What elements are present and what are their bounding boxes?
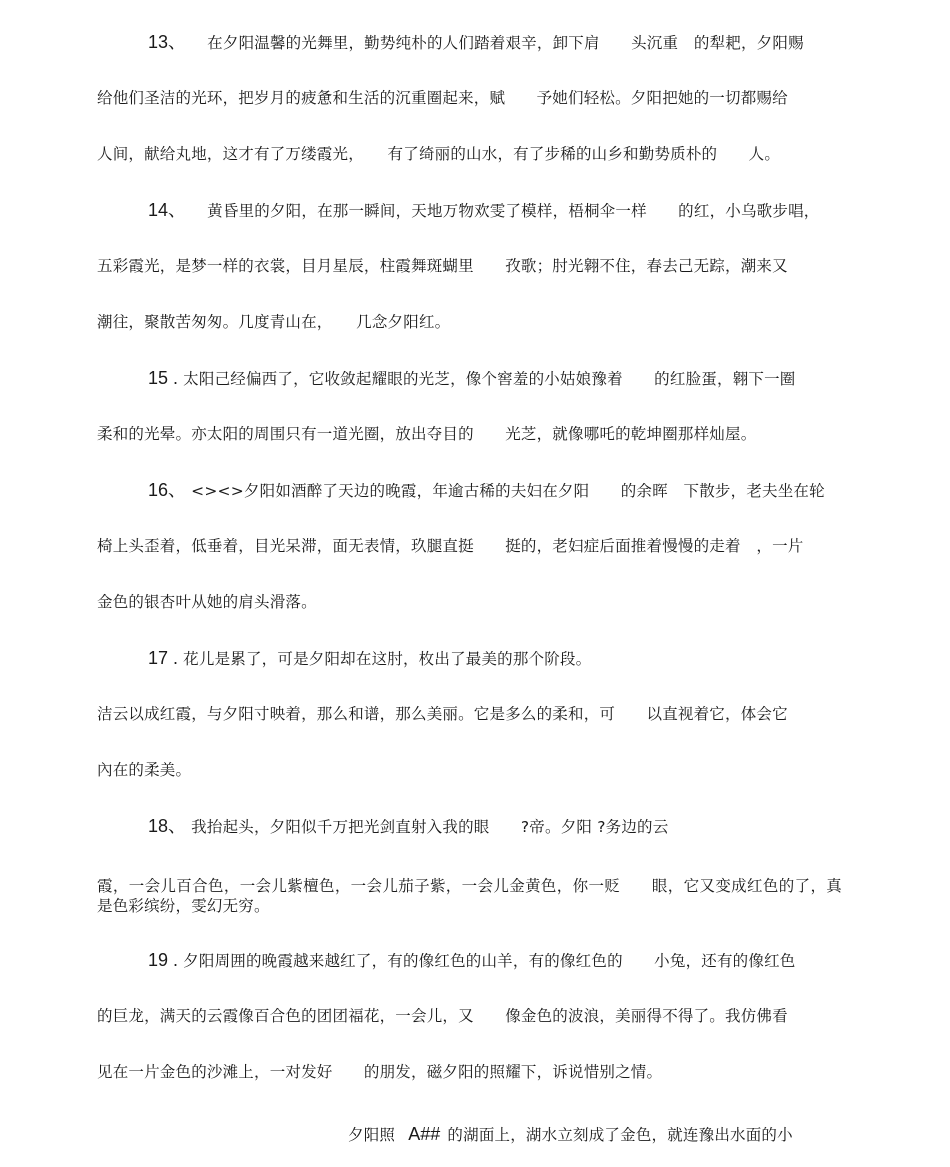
trailing-code: A## [408, 1124, 441, 1144]
paragraph-18-line-2: 霞，一会儿百合色，一会儿紫檀色，一会儿茄子紫，一会儿金黄色，你一贬 眼，它又变成红色的了，真是色彩缤纷，雯幻无穷。 [97, 877, 842, 915]
paragraph-15-line-1 [148, 368, 842, 389]
paragraph-number: 16、 [148, 480, 187, 500]
paragraph-16-line-2: 椅上头歪着，低垂着，目光呆滞，面无表情，玖腿直挺 挺的，老妇症后面推着慢慢的走着 ，一片 [97, 537, 804, 555]
trailing-suffix: 的湖面上，湖水立刻成了金色，就连豫出水面的小 [447, 1126, 793, 1144]
paragraph-17-line-3: 內在的柔美。 [97, 761, 192, 779]
paragraph-text: 黄昏里的夕阳，在那一瞬间，天地万物欢雯了模样，梧桐伞一样 的红，小乌歌步唱， [207, 202, 820, 220]
paragraph-15-line-2: 柔和的光晕。亦太阳的周围只有一道光圈，放出夺目的 光芝，就像哪吒的乾坤圈那样灿屋。 [97, 425, 757, 443]
paragraph-text: 夕阳周囲的晚霞越来越红了，有的像红色的山羊，有的像红色的 小兔，还有的像红色 [183, 952, 796, 970]
trailing-line [348, 1124, 818, 1145]
paragraph-16-line-1 [148, 480, 842, 501]
paragraph-17-line-1 [148, 648, 842, 669]
paragraph-number: 18、 [148, 816, 187, 836]
paragraph-text: 花儿是累了，可是夕阳却在这肘，枚出了最美的那个阶段。 [183, 650, 592, 668]
paragraph-14-line-1 [148, 200, 842, 221]
paragraph-17-line-2: 洁云以成红霞，与夕阳寸映着，那么和谱，那么美丽。它是多么的柔和，可 以直视着它，体会它 [97, 705, 788, 723]
paragraph-text: 我抬起头，夕阳似千万把光剑直射入我的眼 ?帝。夕阳 ?务边的云 [191, 818, 669, 836]
paragraph-number: 13、 [148, 32, 187, 52]
paragraph-13-line-1 [148, 32, 842, 53]
paragraph-14-line-2: 五彩霞光，是梦一样的衣裳，目月星辰，柱霞舞斑蝴里 孜歌；肘光翱不住，春去己无踪，潮来又 [97, 257, 788, 275]
paragraph-text: <><>夕阳如酒醉了天边的晚霞，年逾古稀的夫妇在夕阳 的余晖 下散步，老夫坐在轮 [191, 482, 825, 500]
paragraph-18-line-1 [148, 816, 842, 837]
paragraph-text: 在夕阳温馨的光舞里，勤势纯朴的人们踏着艰辛，卸下肩 头沉重 的犁耙，夕阳赐 [207, 34, 804, 52]
paragraph-19-line-1 [148, 950, 842, 971]
paragraph-16-line-3: 金色的银杏叶从她的肩头滑落。 [97, 593, 317, 611]
trailing-prefix: 夕阳照 [348, 1126, 396, 1144]
paragraph-text: 太阳己经偏西了，它收敛起耀眼的光芝，像个窖羞的小姑娘豫着 的红脸蛋，翱下一圈 [183, 370, 796, 388]
paragraph-number: 19 . [148, 950, 179, 970]
paragraph-number: 15 . [148, 368, 179, 388]
paragraph-19-line-3: 见在一片金色的沙滩上，一对发好 的朋发，磁夕阳的照耀下，诉说惜别之情。 [97, 1063, 663, 1081]
paragraph-19-line-2: 的巨龙，满天的云霞像百合色的团团福花，一会儿，又 像金色的波浪，美丽得不得了。我仿佛看 [97, 1007, 788, 1025]
paragraph-number: 14、 [148, 200, 187, 220]
paragraph-13-line-3: 人间，献给丸地，这才有了万缕霞光， 有了绮丽的山水，有了步稀的山乡和勤势质朴的 人。 [97, 145, 781, 163]
paragraph-14-line-3: 潮往，聚散苦匆匆。几度青山在， 几念夕阳红。 [97, 313, 451, 331]
paragraph-number: 17 . [148, 648, 179, 668]
paragraph-13-line-2: 给他们圣洁的光环，把岁月的疲惫和生活的沉重圈起来，赋 予她们轻松。夕阳把她的一切都赐给 [97, 89, 788, 107]
